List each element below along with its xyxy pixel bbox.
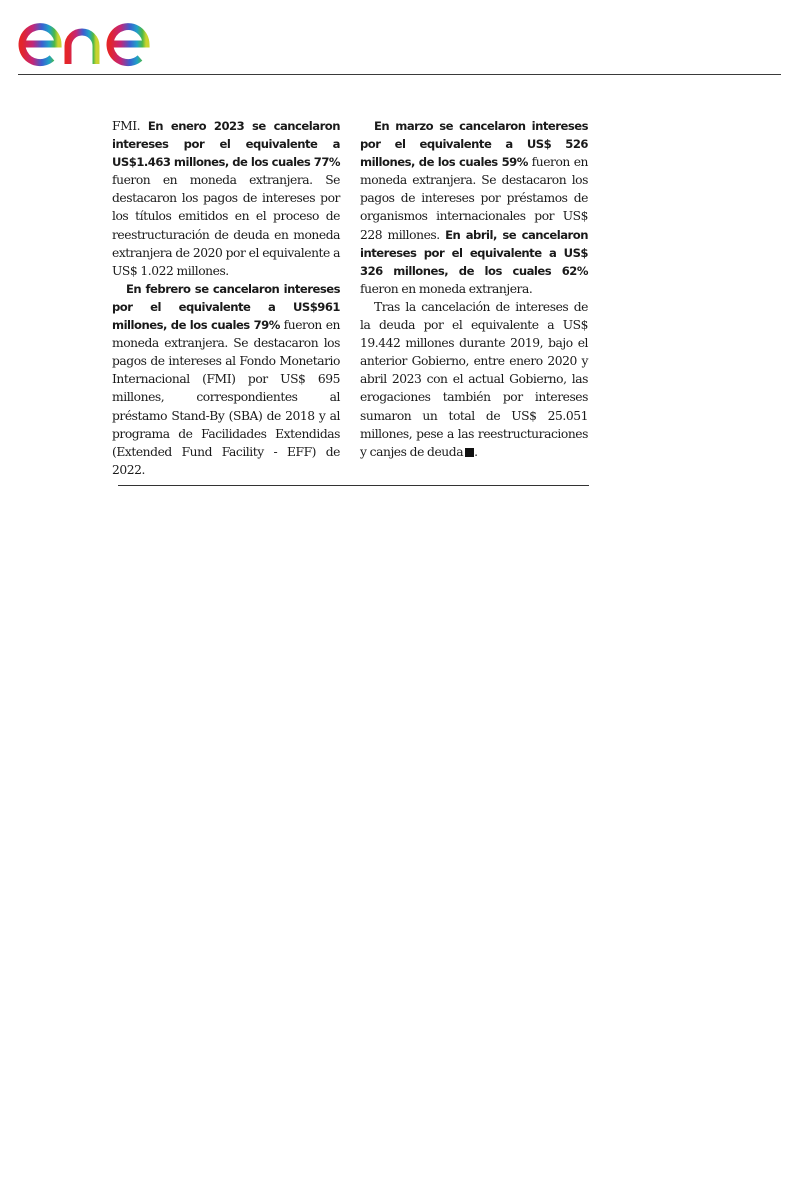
bold-run: En febrero se cancelaron intereses por el equivalente a US$961 millones, de los cuales 79% [112,281,340,333]
text-run: fueron en moneda extranjera. Se destacaron los pagos de intereses por préstamos de organismos internacionales por US$ 228 millones. [360,155,588,242]
bold-run: En abril, se cancelaron intereses por el equivalente a US$ 326 millones, de los cuales 62% [360,227,588,278]
bold-run: En marzo se cancelaron intereses por el equivalente a US$ 526 millones, de los cuales 59% [360,119,588,170]
paragraph-january [112,117,340,280]
bold-run: En enero 2023 se cancelaron intereses por el equivalente a US$1.463 millones, de los cuales 77% [112,119,341,170]
paragraph-conclusion [360,298,588,461]
article-column-right [360,117,588,479]
paragraph-march-april [360,117,588,298]
text-run: FMI. [112,119,148,133]
text-run: fueron en moneda extranjera. Se destacaron los pagos de intereses por los títulos emitidos en el proceso de reestructuración de deuda en moneda extranjera de 2020 por el equivalente a US$ 1.022 millones. [112,173,340,278]
enel-logo [16,4,182,68]
article-column-left [112,117,340,479]
text-run: fueron en moneda extranjera. [360,281,533,296]
enel-logo-graphic [16,4,182,68]
header-divider [18,74,781,75]
article-body [112,117,588,479]
text-run: . [474,444,478,459]
paragraph-february [112,280,340,479]
end-of-article-square-icon [465,448,474,457]
text-run: Tras la cancelación de intereses de la deuda por el equivalente a US$ 19.442 millones durante 2019, bajo el anterior Gobierno, entre enero 2020 y abril 2023 con el actual Gobierno, las erogaciones también por intereses sumaron un total de US$ 25.051 millones, pese a las reestructuraciones y canjes de deuda [360,299,588,459]
article-bottom-divider [118,485,589,486]
text-run: fueron en moneda extranjera. Se destacaron los pagos de intereses al Fondo Monetario Internacional (FMI) por US$ 695 millones, correspondientes al préstamo Stand-By (SBA) de 2018 y al programa de Facilidades Extendidas (Extended Fund Facility - EFF) de 2022. [112,318,340,477]
